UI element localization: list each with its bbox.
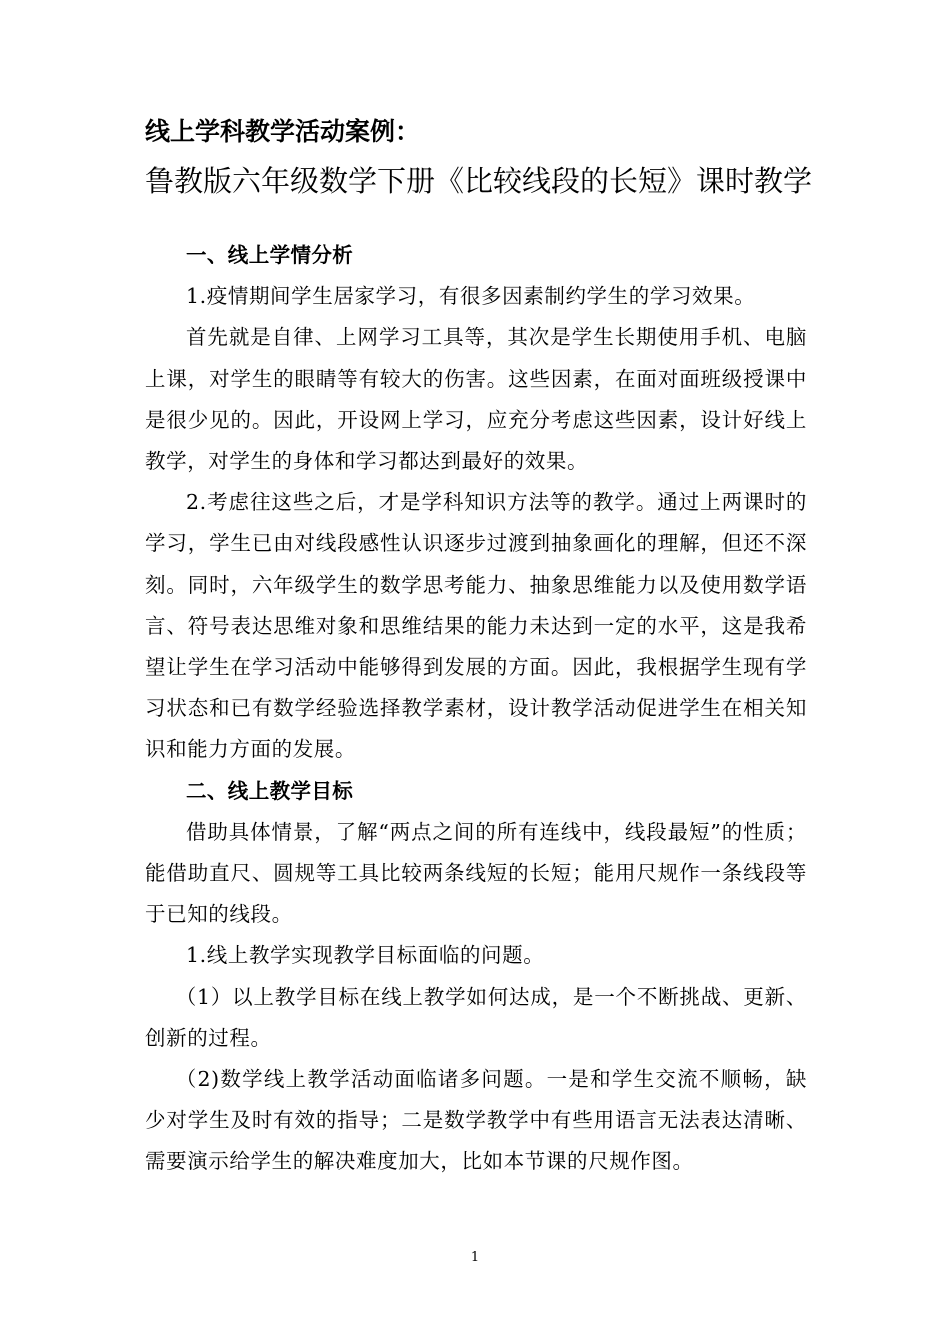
section-heading-teaching-goals: 二、线上教学目标	[186, 778, 354, 803]
paragraph: （1）以上教学目标在线上教学如何达成，是一个不断挑战、更新、创新的过程。	[145, 984, 807, 1050]
paragraph: 2.考虑往这些之后，才是学科知识方法等的教学。通过上两课时的学习，学生已由对线段感性认识逐步过渡到抽象画化的理解，但还不深刻。同时，六年级学生的数学思考能力、抽象思维能力以及使用数学语言、符号表达思维对象和思维结果的能力未达到一定的水平，这是我希望让学生在学习活动中能够得到发展的方面。因此，我根据学生现有学习状态和已有数学经验选择教学素材，设计教学活动促进学生在相关知识和能力方面的发展。	[145, 490, 807, 762]
paragraph: 借助具体情景，了解“两点之间的所有连线中，线段最短”的性质；能借助直尺、圆规等工具比较两条线短的长短；能用尺规作一条线段等于已知的线段。	[145, 819, 807, 927]
document-title: 线上学科教学活动案例：	[145, 117, 421, 146]
page-number: 1	[470, 1250, 480, 1265]
document-body	[145, 235, 807, 1183]
paragraph: （2)数学线上教学活动面临诸多问题。一是和学生交流不顺畅，缺少对学生及时有效的指导；二是数学教学中有些用语言无法表达清晰、需要演示给学生的解决难度加大，比如本节课的尺规作图。	[145, 1067, 807, 1174]
section-heading-learning-analysis: 一、线上学情分析	[186, 243, 354, 267]
paragraph: 1.线上教学实现教学目标面临的问题。	[186, 943, 545, 968]
document-subtitle: 鲁教版六年级数学下册《比较线段的长短》课时教学	[145, 164, 813, 198]
paragraph: 首先就是自律、上网学习工具等，其次是学生长期使用手机、电脑上课，对学生的眼睛等有较大的伤害。这些因素，在面对面班级授课中是很少见的。因此，开设网上学习，应充分考虑这些因素，设计好线上教学，对学生的身体和学习都达到最好的效果。	[145, 325, 807, 474]
paragraph: 1.疫情期间学生居家学习，有很多因素制约学生的学习效果。	[186, 284, 756, 309]
